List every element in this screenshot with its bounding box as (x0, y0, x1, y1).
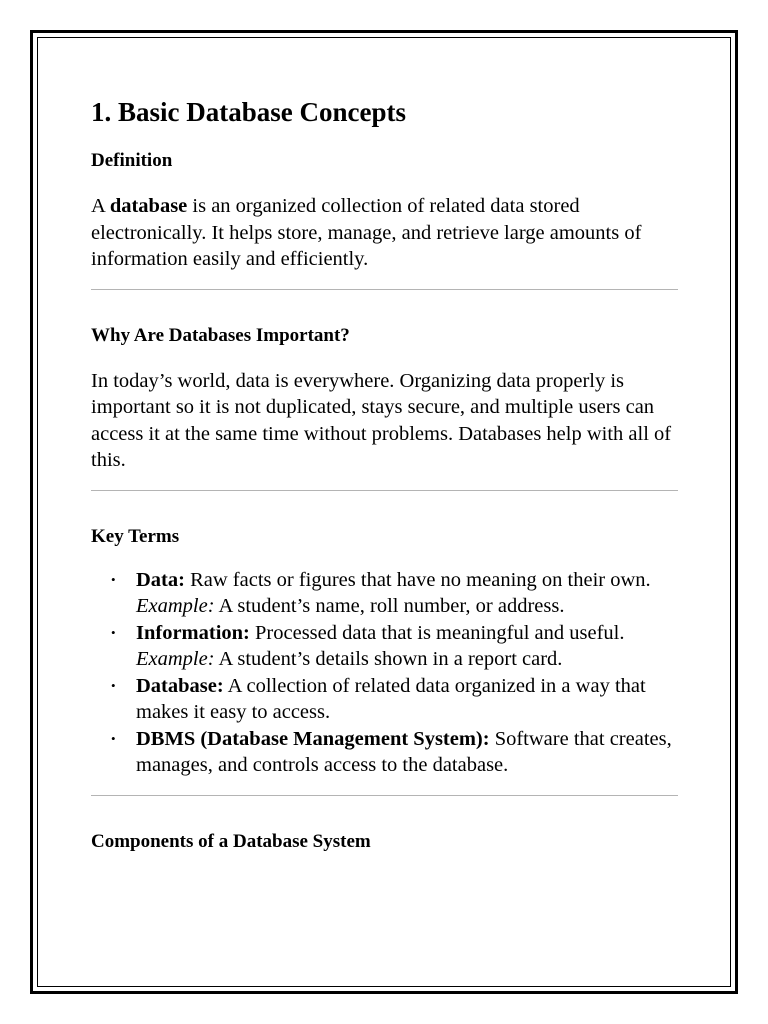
definition-term: database (109, 195, 188, 217)
section-divider (91, 289, 678, 290)
bullet-icon: • (111, 730, 116, 746)
term-label: Data: (136, 568, 185, 591)
term-description: Raw facts or figures that have no meaning on their own. (184, 568, 651, 591)
page-title: 1. Basic Database Concepts (91, 97, 406, 127)
example-text: A student’s name, roll number, or address. (214, 595, 565, 617)
term-label: Information: (136, 621, 250, 644)
example-text: A student’s details shown in a report card. (214, 648, 563, 670)
list-item (91, 673, 678, 726)
section-heading-importance: Why Are Databases Important? (91, 324, 350, 346)
term-description: Software that creates, manages, and controls access to the database. (136, 727, 672, 776)
bullet-icon: • (111, 624, 116, 640)
section-divider (91, 795, 678, 796)
list-item (91, 726, 678, 779)
list-item (91, 567, 678, 620)
section-divider (91, 490, 678, 491)
bullet-icon: • (111, 571, 116, 587)
example-label: Example: (136, 595, 215, 617)
example-label: Example: (136, 648, 215, 670)
term-description: Processed data that is meaningful and useful. (249, 621, 625, 644)
document-body (91, 92, 678, 855)
section-heading-definition: Definition (91, 150, 173, 171)
bullet-icon: • (111, 677, 116, 693)
term-label: Database: (136, 674, 224, 697)
section-heading-key-terms: Key Terms (91, 525, 180, 547)
importance-paragraph: In today’s world, data is everywhere. Organizing data properly is important so it is not duplicated, stays secure, and multiple users can access it at the same time without problems. Databases help with all of this. (91, 369, 672, 471)
term-label: DBMS (Database Management System): (136, 727, 490, 750)
list-item (91, 620, 678, 673)
key-terms-list (91, 567, 678, 779)
definition-paragraph: A database is an organized collection of related data stored electronically. It helps store, manage, and retrieve large amounts of information easily and efficiently. (91, 195, 642, 270)
term-description: A collection of related data organized in a way that makes it easy to access. (136, 674, 646, 723)
section-heading-components: Components of a Database System (91, 830, 371, 852)
